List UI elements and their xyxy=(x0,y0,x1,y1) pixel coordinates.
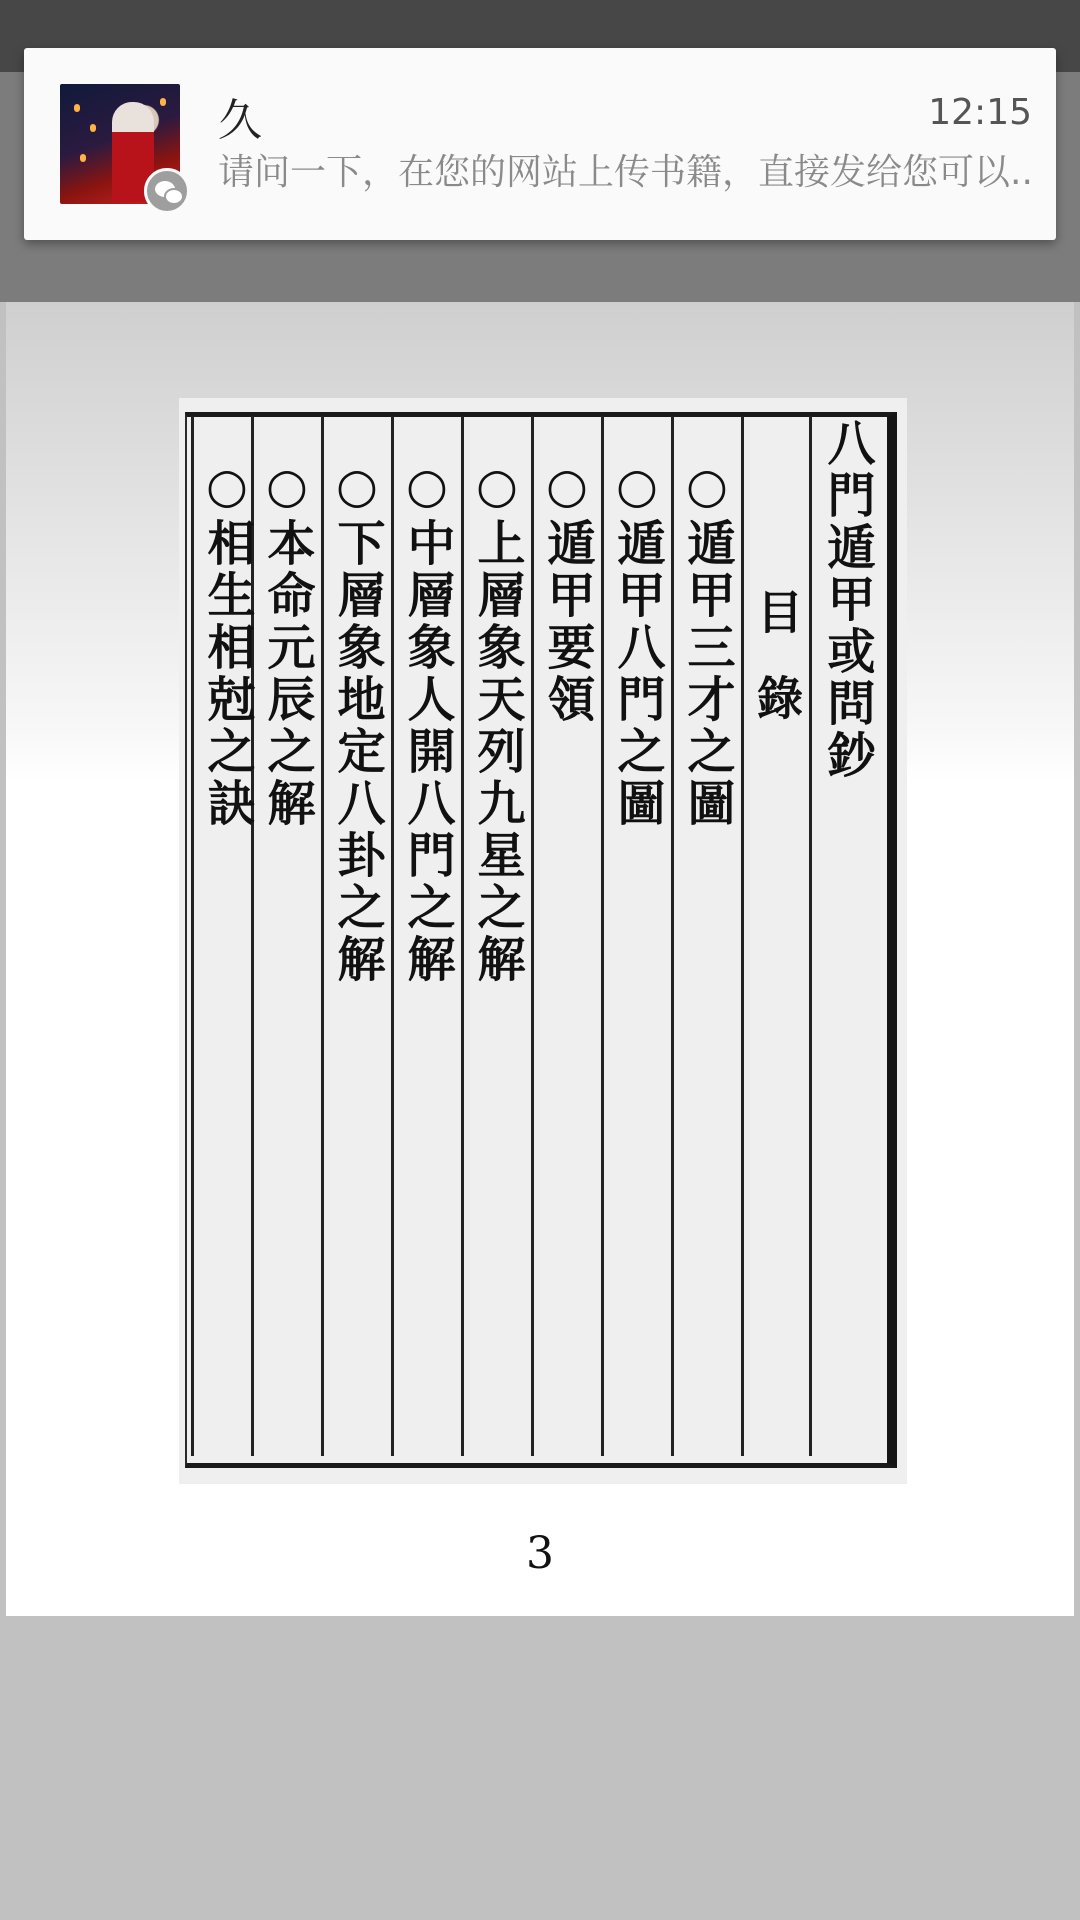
column-rule xyxy=(531,416,534,1456)
toc-entry: ○本命元辰之解 xyxy=(259,458,315,830)
column-rule xyxy=(321,416,324,1456)
column-rule xyxy=(741,416,744,1456)
notification-time: 12:15 xyxy=(928,92,1032,133)
toc-entry: ○下層象地定八卦之解 xyxy=(329,458,385,986)
toc-entry: ○遁甲三才之圖 xyxy=(679,458,735,830)
notification-sender: 久 xyxy=(218,95,262,146)
column-rule xyxy=(671,416,674,1456)
lantern-dot xyxy=(80,154,86,162)
column-rule xyxy=(601,416,604,1456)
lantern-dot xyxy=(90,124,96,132)
lantern-dot xyxy=(74,104,80,112)
column-rule xyxy=(461,416,464,1456)
toc-entry: ○中層象人開八門之解 xyxy=(399,458,455,986)
toc-entry: ○上層象天列九星之解 xyxy=(469,458,525,986)
toc-entry: ○遁甲八門之圖 xyxy=(609,458,665,830)
message-notification[interactable] xyxy=(24,48,1056,240)
toc-entry: ○相生相尅之訣 xyxy=(199,458,255,830)
lantern-dot xyxy=(160,98,166,106)
column-rule xyxy=(809,416,812,1456)
wechat-bubble-small xyxy=(164,188,184,205)
document-title: 八門遁甲或問鈔 xyxy=(819,418,875,782)
wechat-icon xyxy=(144,168,190,214)
contents-heading: 目錄 xyxy=(750,588,804,760)
column-rule xyxy=(391,416,394,1456)
toc-entry: ○遁甲要領 xyxy=(539,458,595,726)
notification-message: 请问一下，在您的网站上传书籍，直接发给您可以.. xyxy=(218,152,1033,193)
column-rule xyxy=(191,416,194,1456)
page-number: 3 xyxy=(526,1528,554,1579)
document-page[interactable] xyxy=(6,302,1074,1616)
scanned-page-image xyxy=(179,398,907,1484)
